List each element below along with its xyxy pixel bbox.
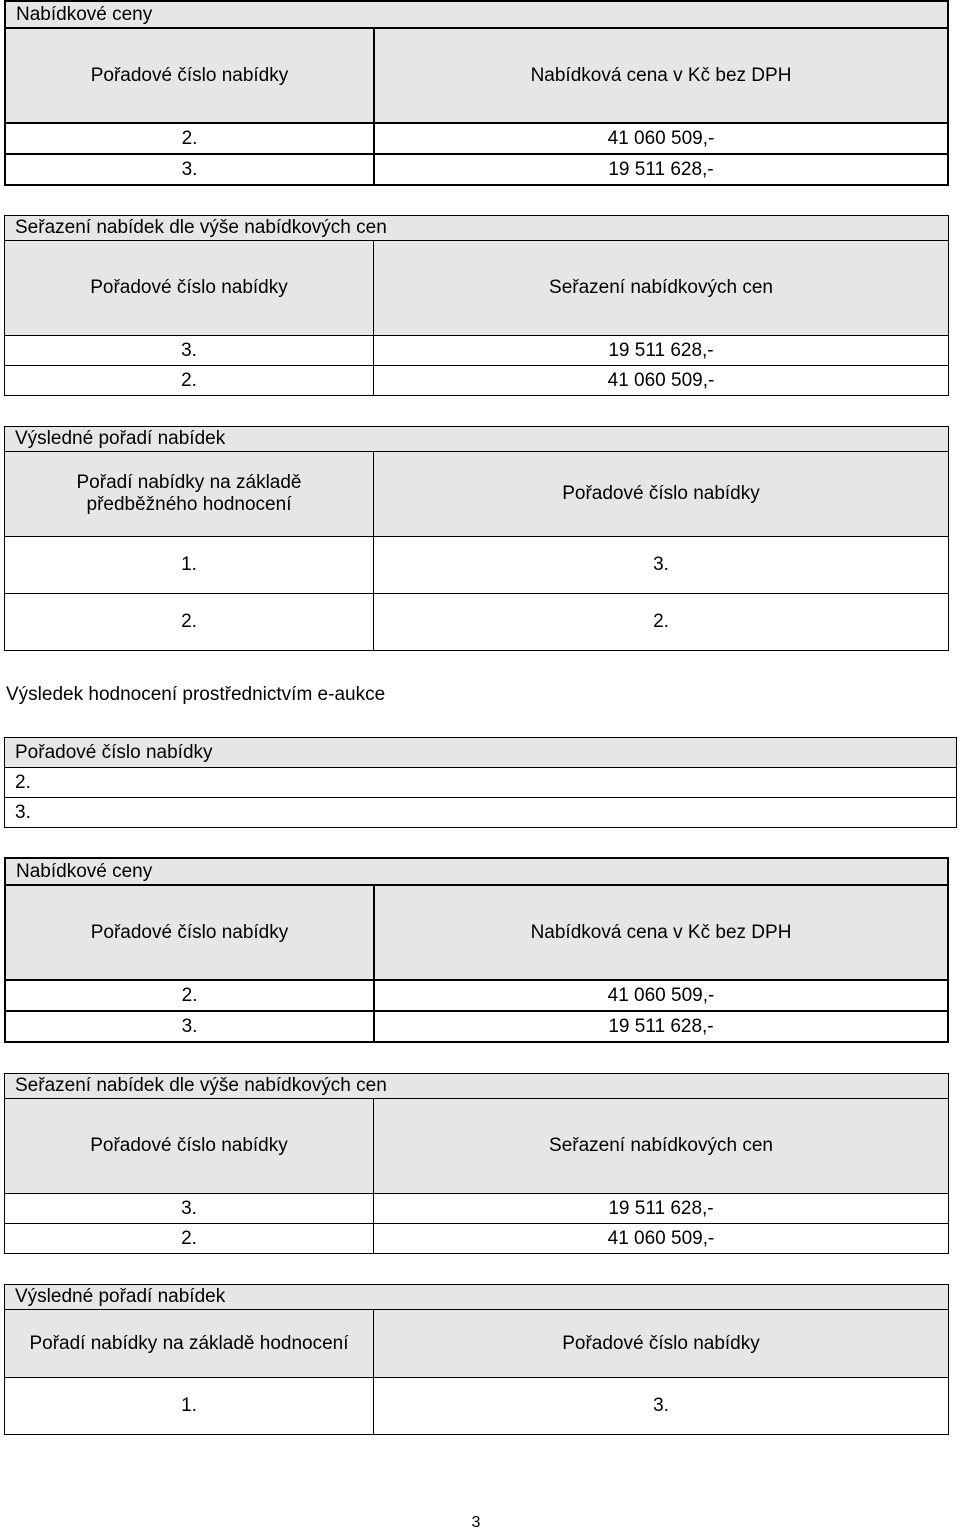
offer-number-cell: 2.	[5, 980, 374, 1011]
section-price-sorting-1	[4, 215, 949, 396]
offer-number-cell: 3.	[5, 336, 374, 366]
section-offer-prices-2	[4, 857, 949, 1043]
eauction-result-title: Výsledek hodnocení prostřednictvím e-aukce	[6, 684, 386, 705]
col-header-ranking-line2: předběžného hodnocení	[86, 494, 292, 515]
section-title: Seřazení nabídek dle výše nabídkových cen	[5, 216, 949, 241]
col-header-price-sorting: Seřazení nabídkových cen	[374, 1099, 949, 1194]
col-header-price-sorting: Seřazení nabídkových cen	[374, 241, 949, 336]
section-title: Výsledné pořadí nabídek	[5, 1285, 949, 1310]
section-offer-prices-1	[4, 0, 949, 186]
col-header-offer-number: Pořadové číslo nabídky	[5, 28, 374, 123]
offer-number-cell: 3.	[5, 1194, 374, 1224]
offer-number-cell: 2.	[5, 768, 957, 798]
col-header-ranking	[5, 452, 374, 537]
offer-price-cell: 41 060 509,-	[374, 366, 949, 396]
offer-price-cell: 41 060 509,-	[374, 980, 948, 1011]
col-header-offer-price: Nabídková cena v Kč bez DPH	[374, 885, 948, 980]
col-header-offer-price: Nabídková cena v Kč bez DPH	[374, 28, 948, 123]
offer-number-cell: 3.	[5, 1011, 374, 1042]
rank-cell: 2.	[5, 594, 374, 651]
col-header-offer-number: Pořadové číslo nabídky	[374, 1310, 949, 1378]
offer-number-cell: 3.	[374, 537, 949, 594]
col-header-offer-number: Pořadové číslo nabídky	[5, 738, 957, 768]
section-title: Výsledné pořadí nabídek	[5, 427, 949, 452]
col-header-offer-number: Pořadové číslo nabídky	[5, 1099, 374, 1194]
offer-number-cell: 2.	[374, 594, 949, 651]
offer-number-cell: 2.	[5, 1224, 374, 1254]
rank-cell: 1.	[5, 537, 374, 594]
offer-number-cell: 3.	[374, 1378, 949, 1435]
section-final-ranking-1	[4, 426, 949, 651]
offer-price-cell: 19 511 628,-	[374, 154, 948, 185]
rank-cell: 1.	[5, 1378, 374, 1435]
offer-number-cell: 2.	[5, 366, 374, 396]
offer-number-cell: 3.	[5, 798, 957, 828]
offer-price-cell: 41 060 509,-	[374, 1224, 949, 1254]
section-price-sorting-2	[4, 1073, 949, 1254]
section-title: Nabídkové ceny	[5, 1, 948, 28]
offer-number-cell: 3.	[5, 154, 374, 185]
page-number: 3	[471, 1514, 481, 1531]
section-final-ranking-2	[4, 1284, 949, 1435]
section-title: Seřazení nabídek dle výše nabídkových cen	[5, 1074, 949, 1099]
offer-price-cell: 19 511 628,-	[374, 336, 949, 366]
col-header-offer-number: Pořadové číslo nabídky	[5, 241, 374, 336]
col-header-offer-number: Pořadové číslo nabídky	[5, 885, 374, 980]
offer-price-cell: 41 060 509,-	[374, 123, 948, 154]
offer-price-cell: 19 511 628,-	[374, 1011, 948, 1042]
col-header-ranking: Pořadí nabídky na základě hodnocení	[5, 1310, 374, 1378]
col-header-offer-number: Pořadové číslo nabídky	[374, 452, 949, 537]
section-title: Nabídkové ceny	[5, 858, 948, 885]
col-header-ranking-line1: Pořadí nabídky na základě	[76, 472, 302, 494]
section-eauction-result	[4, 737, 957, 828]
offer-number-cell: 2.	[5, 123, 374, 154]
offer-price-cell: 19 511 628,-	[374, 1194, 949, 1224]
